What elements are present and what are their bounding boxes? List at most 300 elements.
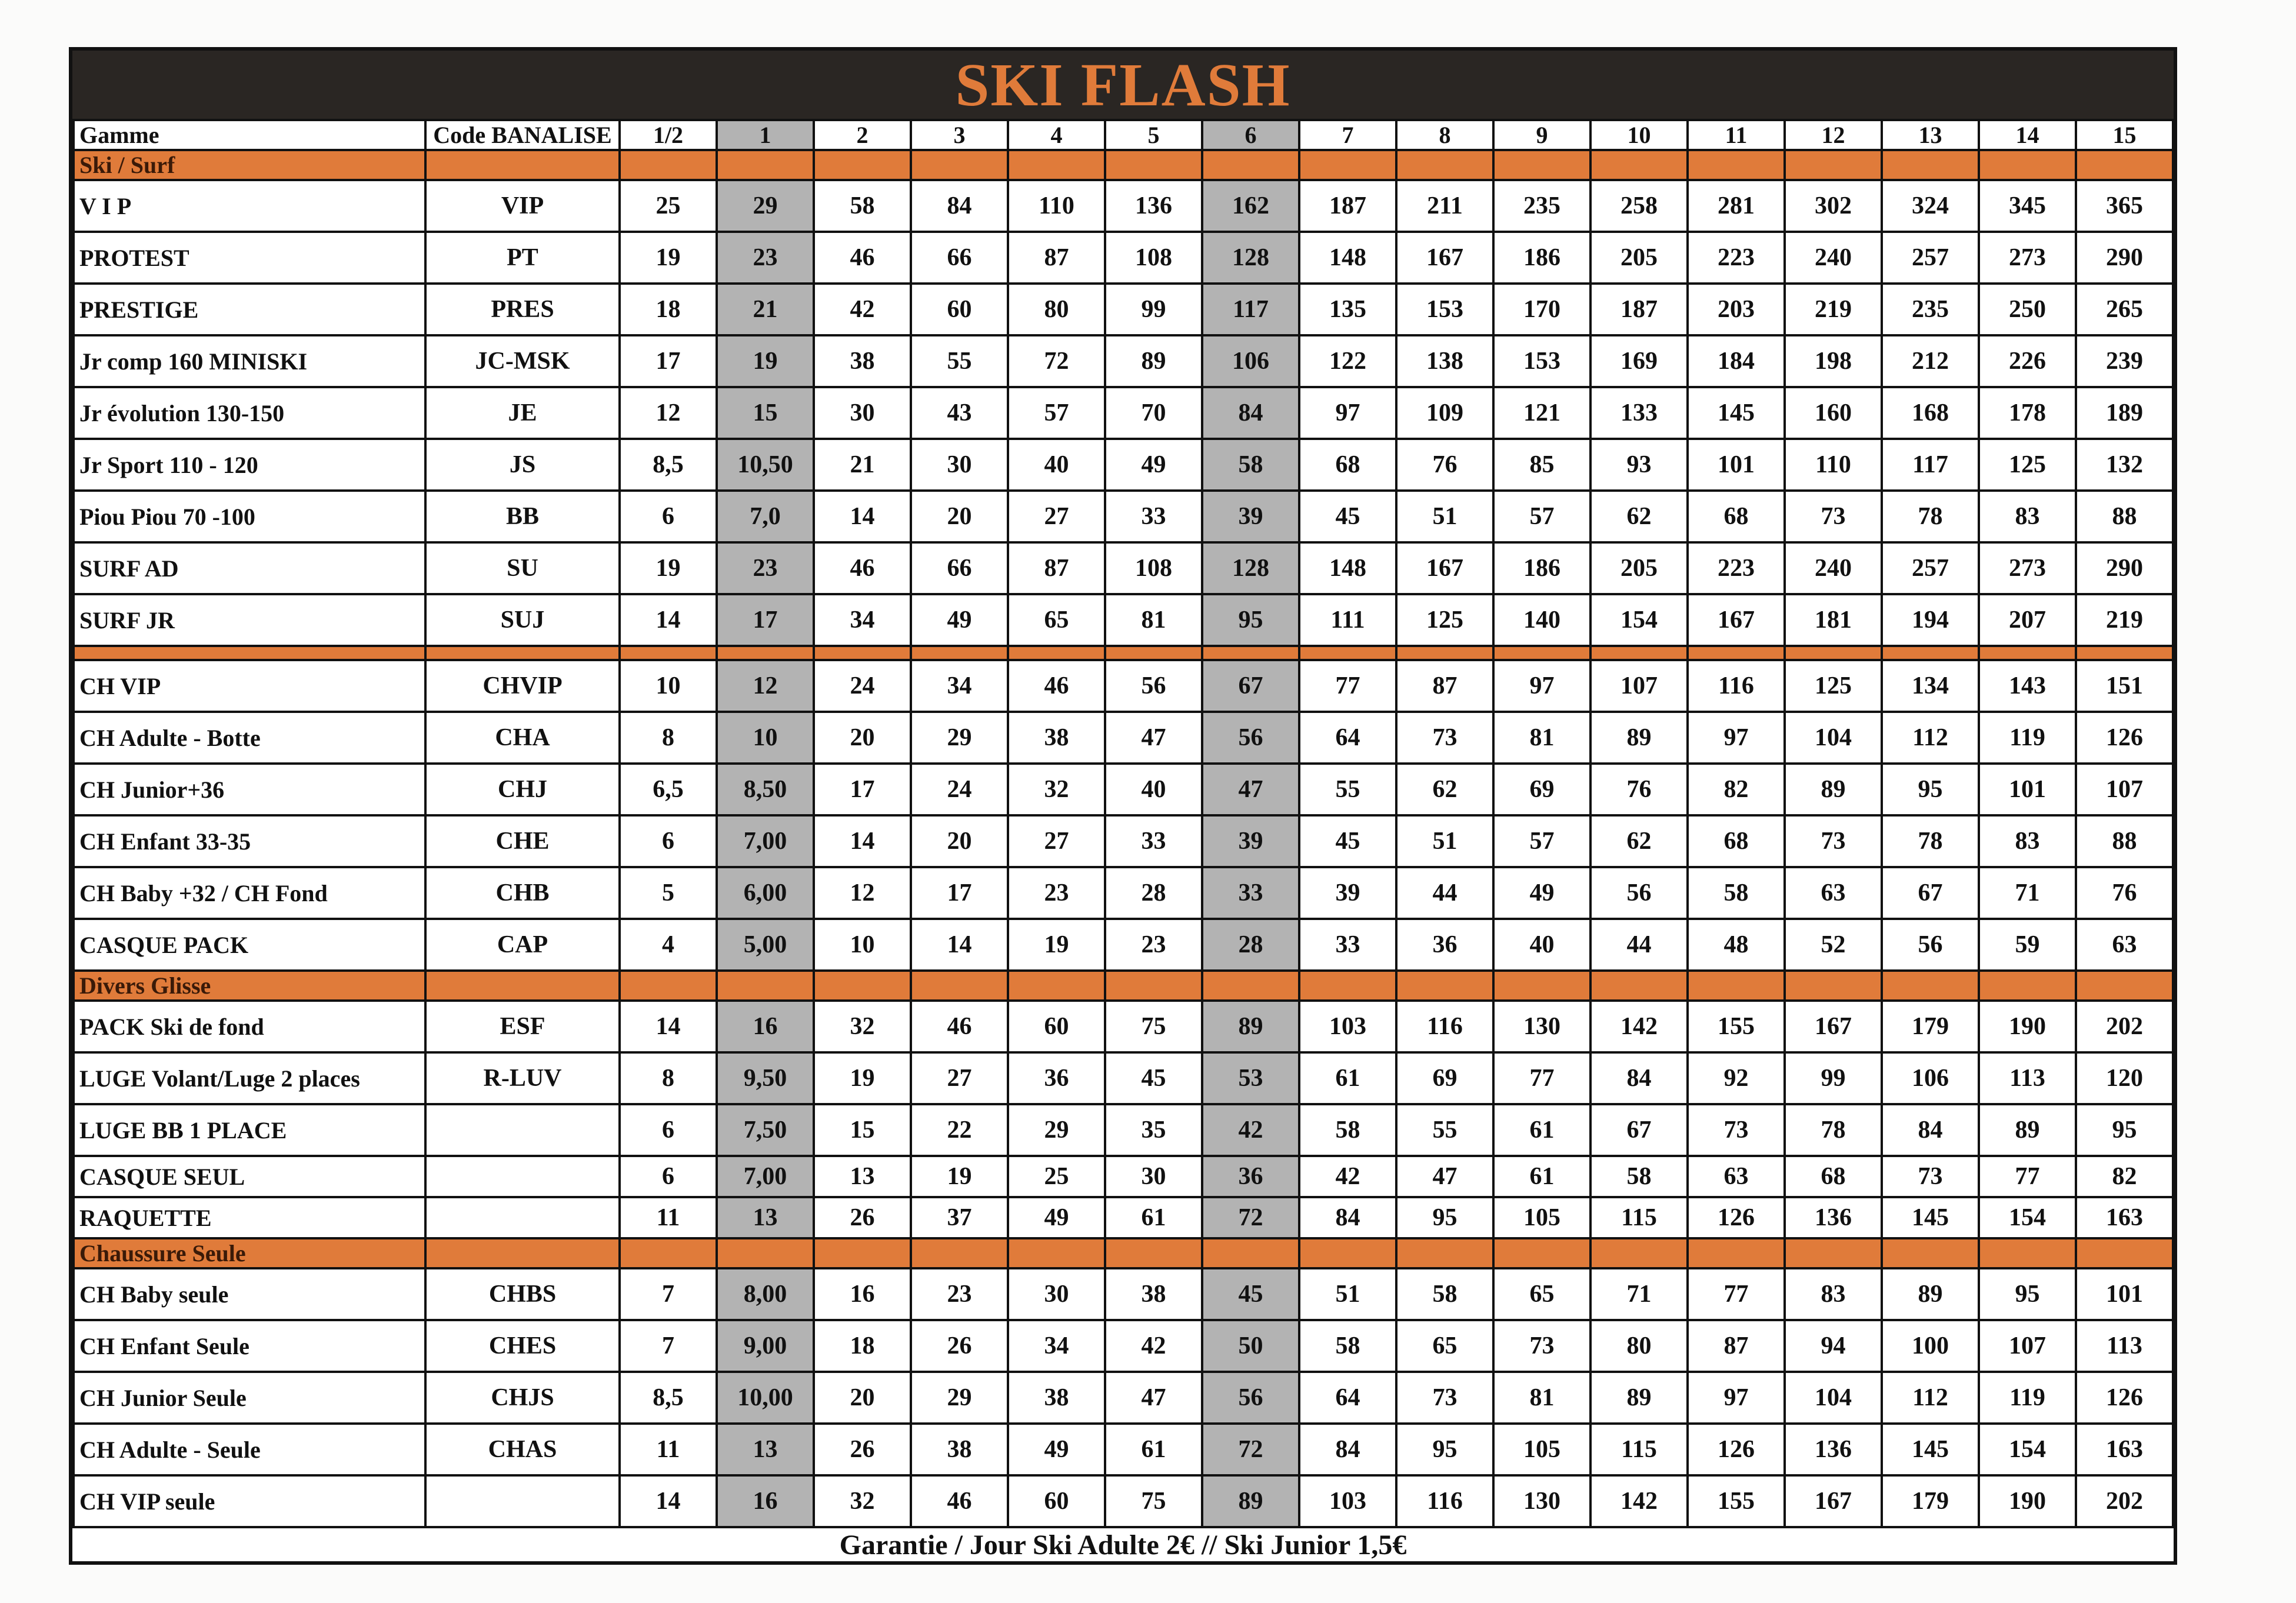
header-day: 13	[1882, 120, 1979, 150]
price-cell: 17	[620, 335, 717, 387]
price-cell: 107	[1590, 660, 1688, 712]
section-cell	[1979, 1238, 2076, 1268]
price-cell: 63	[2076, 919, 2173, 971]
section-cell	[1688, 646, 1785, 660]
item-name: CH Baby seule	[74, 1268, 425, 1320]
price-cell: 13	[717, 1197, 814, 1238]
price-cell: 63	[1688, 1156, 1785, 1197]
section-label: Ski / Surf	[74, 150, 425, 180]
price-cell: 75	[1105, 1001, 1202, 1052]
price-cell: 67	[1590, 1104, 1688, 1156]
price-cell: 38	[1105, 1268, 1202, 1320]
price-cell: 117	[1882, 439, 1979, 491]
item-name: CH Adulte - Seule	[74, 1424, 425, 1475]
price-cell: 100	[1882, 1320, 1979, 1372]
price-cell: 81	[1493, 1372, 1590, 1424]
price-cell: 126	[1688, 1197, 1785, 1238]
section-cell	[1493, 971, 1590, 1001]
price-cell: 12	[620, 387, 717, 439]
price-cell: 33	[1105, 491, 1202, 542]
price-cell: 138	[1396, 335, 1493, 387]
table-row	[74, 1268, 2173, 1320]
price-cell: 23	[911, 1268, 1008, 1320]
price-cell: 97	[1299, 387, 1396, 439]
section-cell	[1493, 1238, 1590, 1268]
price-cell: 8,00	[717, 1268, 814, 1320]
price-cell: 9,50	[717, 1052, 814, 1104]
price-cell: 84	[1202, 387, 1299, 439]
price-cell: 56	[1202, 1372, 1299, 1424]
price-cell: 186	[1493, 542, 1590, 594]
price-cell: 37	[911, 1197, 1008, 1238]
price-cell: 40	[1493, 919, 1590, 971]
price-cell: 56	[1590, 867, 1688, 919]
price-cell: 5	[620, 867, 717, 919]
price-cell: 153	[1493, 335, 1590, 387]
item-name: CH Adulte - Botte	[74, 712, 425, 764]
price-cell: 69	[1493, 764, 1590, 815]
price-cell: 84	[1882, 1104, 1979, 1156]
price-cell: 108	[1105, 542, 1202, 594]
price-cell: 47	[1105, 1372, 1202, 1424]
item-code	[425, 1197, 620, 1238]
header-day: 15	[2076, 120, 2173, 150]
section-label: Divers Glisse	[74, 971, 425, 1001]
price-cell: 58	[1299, 1104, 1396, 1156]
section-cell	[1979, 971, 2076, 1001]
price-cell: 148	[1299, 232, 1396, 284]
price-cell: 7	[620, 1320, 717, 1372]
price-cell: 154	[1979, 1197, 2076, 1238]
item-code: CHB	[425, 867, 620, 919]
price-cell: 8,5	[620, 439, 717, 491]
table-row	[74, 764, 2173, 815]
item-name: SURF JR	[74, 594, 425, 646]
price-cell: 187	[1590, 284, 1688, 335]
price-cell: 6	[620, 491, 717, 542]
price-cell: 40	[1008, 439, 1105, 491]
item-name: Piou Piou 70 -100	[74, 491, 425, 542]
price-cell: 7,50	[717, 1104, 814, 1156]
price-cell: 324	[1882, 180, 1979, 232]
section-cell	[1979, 646, 2076, 660]
price-cell: 22	[911, 1104, 1008, 1156]
section-cell	[1299, 150, 1396, 180]
item-code: SU	[425, 542, 620, 594]
price-cell: 143	[1979, 660, 2076, 712]
price-cell: 15	[717, 387, 814, 439]
price-cell: 77	[1299, 660, 1396, 712]
price-cell: 8	[620, 1052, 717, 1104]
table-row	[74, 1320, 2173, 1372]
price-cell: 115	[1590, 1197, 1688, 1238]
section-cell	[717, 646, 814, 660]
price-cell: 19	[1008, 919, 1105, 971]
price-cell: 169	[1590, 335, 1688, 387]
price-cell: 132	[2076, 439, 2173, 491]
title-banner	[72, 51, 2174, 119]
price-cell: 15	[814, 1104, 911, 1156]
price-cell: 95	[1979, 1268, 2076, 1320]
price-cell: 130	[1493, 1475, 1590, 1527]
price-cell: 16	[717, 1475, 814, 1527]
section-cell	[814, 971, 911, 1001]
header-day: 6	[1202, 120, 1299, 150]
price-cell: 167	[1688, 594, 1785, 646]
price-cell: 95	[1202, 594, 1299, 646]
item-name: V I P	[74, 180, 425, 232]
section-cell	[814, 1238, 911, 1268]
header-day: 1	[717, 120, 814, 150]
price-cell: 121	[1493, 387, 1590, 439]
section-cell	[2076, 150, 2173, 180]
section-cell	[1688, 1238, 1785, 1268]
price-cell: 219	[2076, 594, 2173, 646]
price-cell: 19	[620, 232, 717, 284]
item-name: SURF AD	[74, 542, 425, 594]
price-cell: 73	[1396, 1372, 1493, 1424]
price-cell: 73	[1396, 712, 1493, 764]
section-cell	[1590, 1238, 1688, 1268]
section-cell	[1008, 971, 1105, 1001]
price-cell: 29	[911, 712, 1008, 764]
price-cell: 73	[1493, 1320, 1590, 1372]
price-cell: 6,00	[717, 867, 814, 919]
price-cell: 64	[1299, 712, 1396, 764]
price-cell: 55	[1396, 1104, 1493, 1156]
section-cell	[425, 1238, 620, 1268]
price-cell: 4	[620, 919, 717, 971]
section-cell	[1396, 1238, 1493, 1268]
section-cell	[425, 150, 620, 180]
price-cell: 81	[1105, 594, 1202, 646]
header-gamme: Gamme	[74, 120, 425, 150]
item-name: CH VIP	[74, 660, 425, 712]
price-cell: 365	[2076, 180, 2173, 232]
price-cell: 47	[1105, 712, 1202, 764]
section-cell	[620, 646, 717, 660]
item-code: CHAS	[425, 1424, 620, 1475]
section-cell	[1105, 150, 1202, 180]
price-cell: 38	[814, 335, 911, 387]
price-cell: 42	[814, 284, 911, 335]
price-cell: 75	[1105, 1475, 1202, 1527]
table-row	[74, 439, 2173, 491]
item-name: Jr évolution 130-150	[74, 387, 425, 439]
price-cell: 119	[1979, 1372, 2076, 1424]
price-cell: 109	[1396, 387, 1493, 439]
price-cell: 10,00	[717, 1372, 814, 1424]
item-name: LUGE BB 1 PLACE	[74, 1104, 425, 1156]
price-cell: 32	[814, 1475, 911, 1527]
section-cell	[717, 150, 814, 180]
price-cell: 49	[1105, 439, 1202, 491]
price-cell: 32	[1008, 764, 1105, 815]
price-cell: 170	[1493, 284, 1590, 335]
price-cell: 49	[1008, 1424, 1105, 1475]
price-cell: 67	[1882, 867, 1979, 919]
table-row	[74, 180, 2173, 232]
price-cell: 28	[1105, 867, 1202, 919]
price-cell: 78	[1785, 1104, 1882, 1156]
price-cell: 116	[1396, 1001, 1493, 1052]
item-name: CH Baby +32 / CH Fond	[74, 867, 425, 919]
price-cell: 92	[1688, 1052, 1785, 1104]
table-header-row	[74, 120, 2173, 150]
price-cell: 99	[1105, 284, 1202, 335]
price-cell: 51	[1396, 815, 1493, 867]
price-cell: 51	[1299, 1268, 1396, 1320]
price-cell: 10	[620, 660, 717, 712]
price-cell: 240	[1785, 542, 1882, 594]
price-cell: 25	[1008, 1156, 1105, 1197]
price-cell: 95	[1396, 1424, 1493, 1475]
price-cell: 136	[1785, 1424, 1882, 1475]
price-cell: 189	[2076, 387, 2173, 439]
price-cell: 72	[1202, 1424, 1299, 1475]
price-cell: 68	[1785, 1156, 1882, 1197]
price-cell: 135	[1299, 284, 1396, 335]
price-cell: 27	[1008, 491, 1105, 542]
price-cell: 18	[814, 1320, 911, 1372]
item-code: JS	[425, 439, 620, 491]
item-name: PACK Ski de fond	[74, 1001, 425, 1052]
price-cell: 10,50	[717, 439, 814, 491]
price-cell: 77	[1979, 1156, 2076, 1197]
price-cell: 89	[1202, 1001, 1299, 1052]
price-cell: 110	[1008, 180, 1105, 232]
price-cell: 7,0	[717, 491, 814, 542]
price-cell: 103	[1299, 1001, 1396, 1052]
price-cell: 58	[1396, 1268, 1493, 1320]
price-cell: 162	[1202, 180, 1299, 232]
price-cell: 60	[1008, 1001, 1105, 1052]
page-title: SKI FLASH	[955, 51, 1291, 119]
price-cell: 97	[1493, 660, 1590, 712]
price-cell: 83	[1979, 815, 2076, 867]
price-cell: 73	[1688, 1104, 1785, 1156]
price-cell: 128	[1202, 542, 1299, 594]
price-cell: 290	[2076, 232, 2173, 284]
section-cell	[717, 1238, 814, 1268]
section-cell	[2076, 1238, 2173, 1268]
price-cell: 82	[1688, 764, 1785, 815]
price-cell: 116	[1688, 660, 1785, 712]
price-cell: 273	[1979, 232, 2076, 284]
price-cell: 62	[1590, 815, 1688, 867]
price-cell: 179	[1882, 1475, 1979, 1527]
price-cell: 34	[1008, 1320, 1105, 1372]
header-day: 4	[1008, 120, 1105, 150]
price-cell: 85	[1493, 439, 1590, 491]
price-cell: 122	[1299, 335, 1396, 387]
section-header-row	[74, 150, 2173, 180]
item-name: PROTEST	[74, 232, 425, 284]
section-cell	[1882, 1238, 1979, 1268]
price-cell: 108	[1105, 232, 1202, 284]
section-label: Chaussure Seule	[74, 1238, 425, 1268]
price-cell: 38	[1008, 1372, 1105, 1424]
price-cell: 76	[1396, 439, 1493, 491]
table-row	[74, 542, 2173, 594]
section-cell	[1688, 971, 1785, 1001]
price-cell: 87	[1008, 542, 1105, 594]
price-cell: 23	[1105, 919, 1202, 971]
item-code: CHBS	[425, 1268, 620, 1320]
price-cell: 20	[814, 712, 911, 764]
price-cell: 153	[1396, 284, 1493, 335]
price-cell: 56	[1202, 712, 1299, 764]
item-code: CHJ	[425, 764, 620, 815]
price-cell: 113	[2076, 1320, 2173, 1372]
item-name: CH Junior Seule	[74, 1372, 425, 1424]
section-cell	[425, 971, 620, 1001]
price-cell: 211	[1396, 180, 1493, 232]
item-name: CH Junior+36	[74, 764, 425, 815]
price-cell: 51	[1396, 491, 1493, 542]
price-cell: 11	[620, 1424, 717, 1475]
item-code: CHJS	[425, 1372, 620, 1424]
section-cell	[814, 150, 911, 180]
section-cell	[911, 150, 1008, 180]
price-cell: 17	[911, 867, 1008, 919]
item-code: JE	[425, 387, 620, 439]
price-cell: 71	[1979, 867, 2076, 919]
price-cell: 203	[1688, 284, 1785, 335]
section-cell	[1299, 971, 1396, 1001]
price-cell: 302	[1785, 180, 1882, 232]
price-cell: 20	[911, 491, 1008, 542]
price-cell: 80	[1590, 1320, 1688, 1372]
price-cell: 167	[1785, 1001, 1882, 1052]
price-cell: 40	[1105, 764, 1202, 815]
price-cell: 97	[1688, 1372, 1785, 1424]
price-cell: 125	[1785, 660, 1882, 712]
price-cell: 14	[814, 815, 911, 867]
price-cell: 107	[2076, 764, 2173, 815]
price-cell: 111	[1299, 594, 1396, 646]
table-row	[74, 1001, 2173, 1052]
section-cell	[1202, 971, 1299, 1001]
price-cell: 178	[1979, 387, 2076, 439]
item-code	[425, 1104, 620, 1156]
price-cell: 72	[1202, 1197, 1299, 1238]
price-cell: 45	[1105, 1052, 1202, 1104]
price-cell: 65	[1396, 1320, 1493, 1372]
price-cell: 19	[620, 542, 717, 594]
price-cell: 202	[2076, 1475, 2173, 1527]
price-cell: 30	[911, 439, 1008, 491]
price-cell: 202	[2076, 1001, 2173, 1052]
section-cell	[911, 646, 1008, 660]
price-cell: 60	[1008, 1475, 1105, 1527]
price-cell: 46	[911, 1001, 1008, 1052]
item-code: BB	[425, 491, 620, 542]
price-table-frame	[69, 47, 2177, 1565]
price-cell: 117	[1202, 284, 1299, 335]
price-cell: 88	[2076, 491, 2173, 542]
item-code: JC-MSK	[425, 335, 620, 387]
price-cell: 38	[911, 1424, 1008, 1475]
price-cell: 61	[1105, 1424, 1202, 1475]
price-cell: 27	[911, 1052, 1008, 1104]
price-cell: 112	[1882, 712, 1979, 764]
price-cell: 136	[1105, 180, 1202, 232]
section-cell	[814, 646, 911, 660]
price-cell: 67	[1202, 660, 1299, 712]
price-cell: 47	[1202, 764, 1299, 815]
table-row	[74, 1475, 2173, 1527]
section-cell	[1493, 150, 1590, 180]
section-cell	[1396, 971, 1493, 1001]
price-cell: 39	[1202, 491, 1299, 542]
section-separator	[74, 646, 2173, 660]
price-cell: 58	[1688, 867, 1785, 919]
item-name: RAQUETTE	[74, 1197, 425, 1238]
price-cell: 89	[1882, 1268, 1979, 1320]
price-cell: 12	[717, 660, 814, 712]
price-cell: 42	[1299, 1156, 1396, 1197]
price-cell: 59	[1979, 919, 2076, 971]
header-day: 5	[1105, 120, 1202, 150]
price-cell: 60	[911, 284, 1008, 335]
price-cell: 77	[1688, 1268, 1785, 1320]
price-cell: 39	[1202, 815, 1299, 867]
price-cell: 181	[1785, 594, 1882, 646]
item-code: CHE	[425, 815, 620, 867]
section-cell	[1590, 150, 1688, 180]
price-cell: 154	[1590, 594, 1688, 646]
price-cell: 83	[1979, 491, 2076, 542]
table-row	[74, 1424, 2173, 1475]
header-day: 2	[814, 120, 911, 150]
price-cell: 235	[1882, 284, 1979, 335]
price-cell: 116	[1396, 1475, 1493, 1527]
section-cell	[1396, 150, 1493, 180]
price-cell: 167	[1396, 232, 1493, 284]
header-day: 9	[1493, 120, 1590, 150]
price-cell: 84	[1299, 1197, 1396, 1238]
item-name: CASQUE SEUL	[74, 1156, 425, 1197]
header-day: 1/2	[620, 120, 717, 150]
price-cell: 8,5	[620, 1372, 717, 1424]
price-cell: 101	[2076, 1268, 2173, 1320]
section-cell	[620, 1238, 717, 1268]
price-cell: 163	[2076, 1197, 2173, 1238]
item-name: LUGE Volant/Luge 2 places	[74, 1052, 425, 1104]
price-cell: 24	[814, 660, 911, 712]
price-cell: 145	[1882, 1197, 1979, 1238]
header-day: 3	[911, 120, 1008, 150]
price-cell: 76	[1590, 764, 1688, 815]
price-cell: 112	[1882, 1372, 1979, 1424]
price-cell: 187	[1299, 180, 1396, 232]
table-row	[74, 867, 2173, 919]
price-cell: 6	[620, 1156, 717, 1197]
section-cell	[1202, 646, 1299, 660]
price-cell: 87	[1688, 1320, 1785, 1372]
price-cell: 103	[1299, 1475, 1396, 1527]
table-row	[74, 1156, 2173, 1197]
price-cell: 89	[1590, 712, 1688, 764]
price-cell: 63	[1785, 867, 1882, 919]
price-cell: 57	[1008, 387, 1105, 439]
section-cell	[1202, 150, 1299, 180]
price-cell: 43	[911, 387, 1008, 439]
price-cell: 23	[1008, 867, 1105, 919]
price-cell: 13	[717, 1424, 814, 1475]
price-cell: 29	[717, 180, 814, 232]
